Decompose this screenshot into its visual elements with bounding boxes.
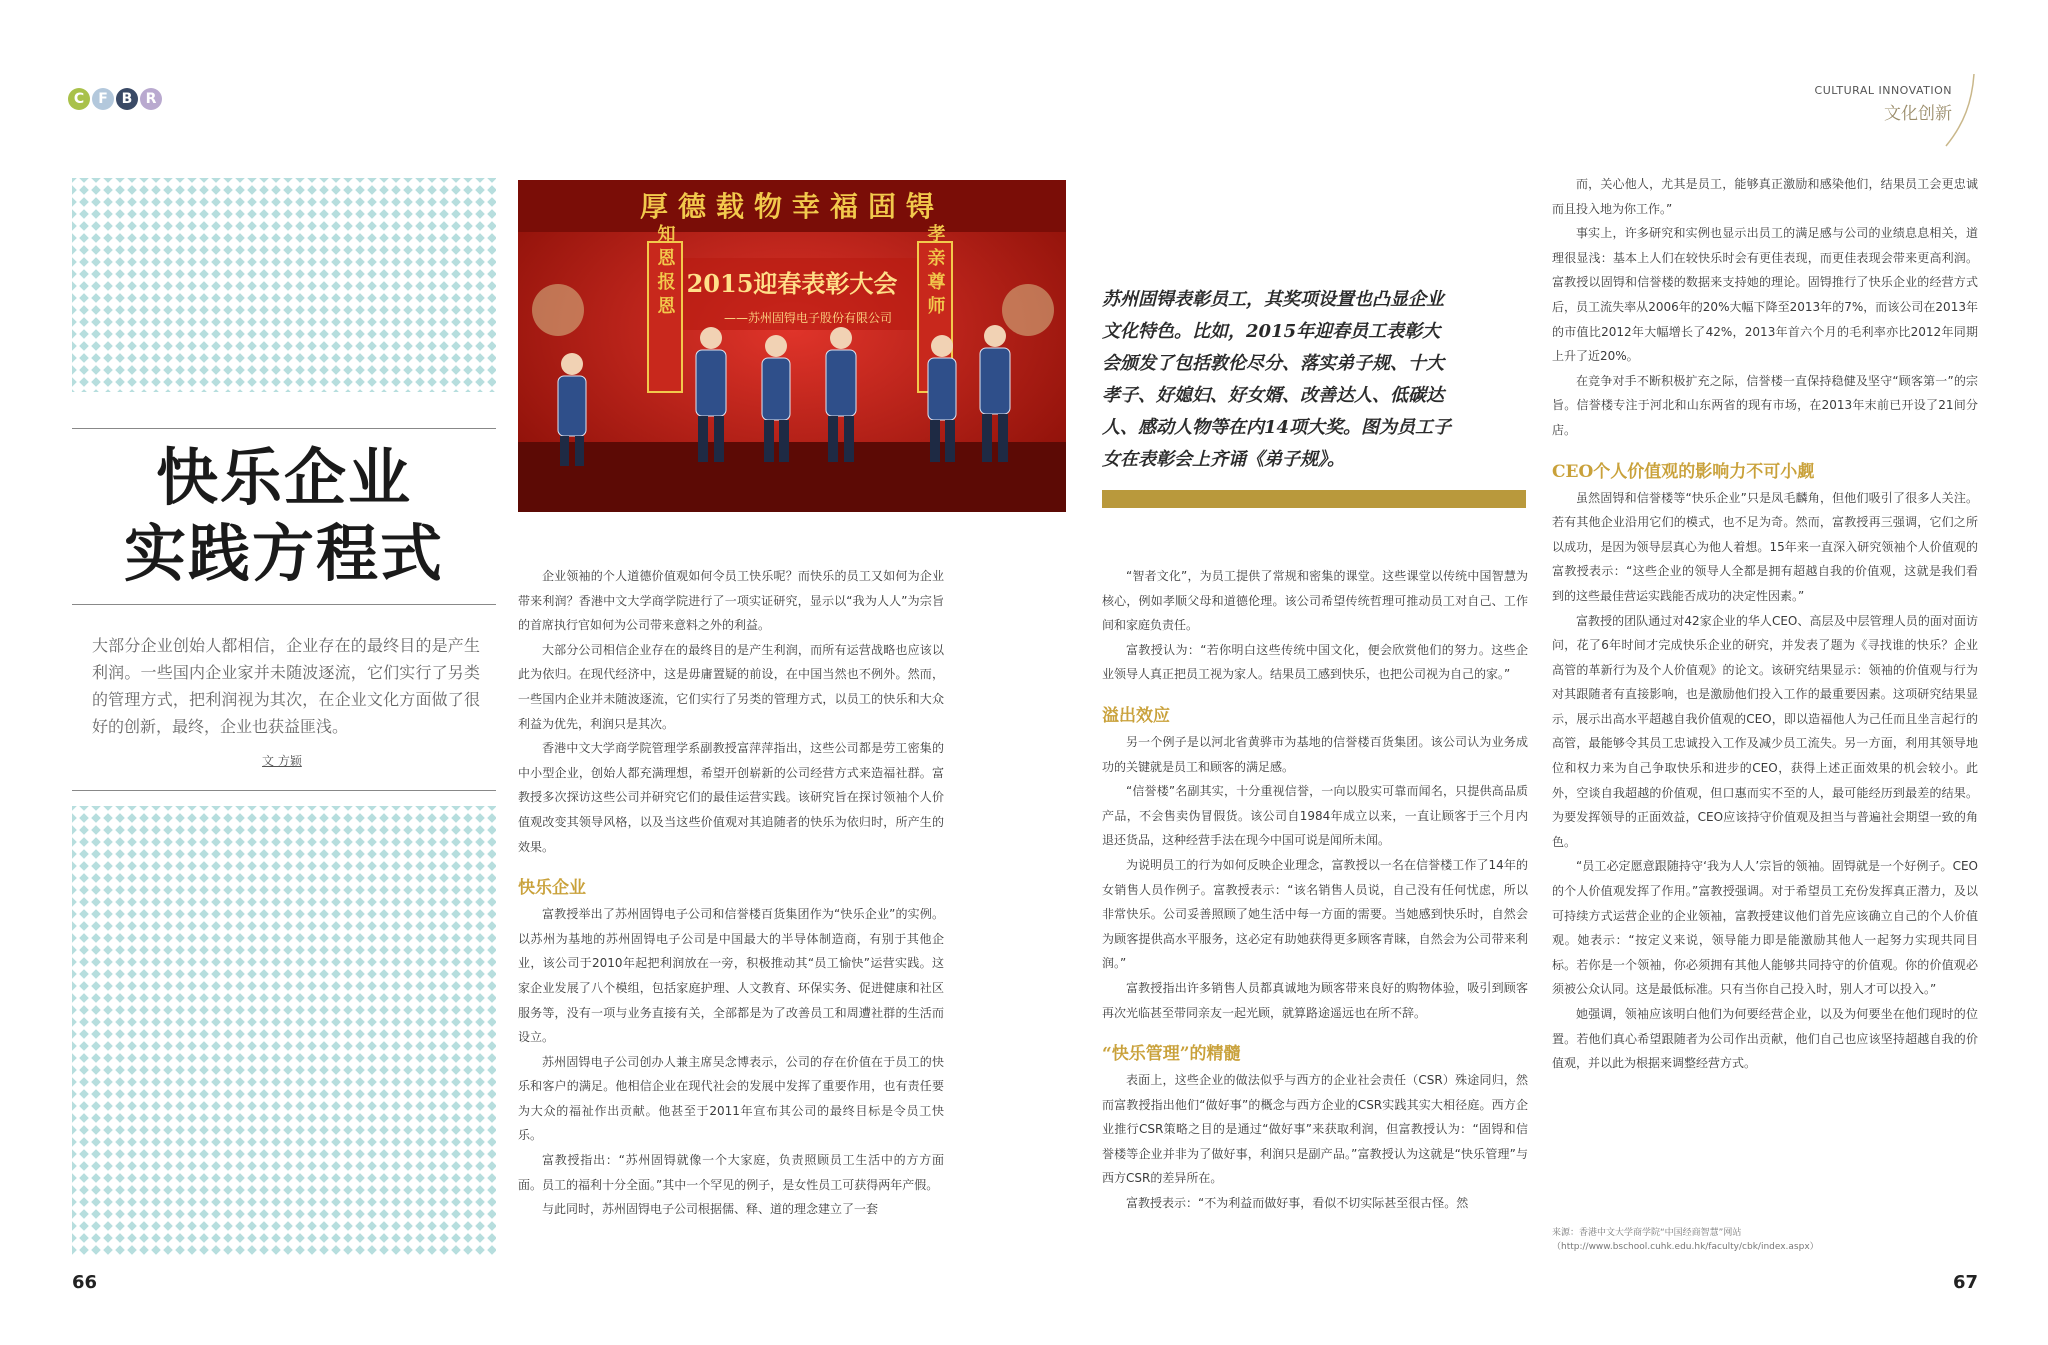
section-title-zh: 文化创新 — [1884, 104, 1952, 124]
paragraph: 苏州固锝电子公司创办人兼主席吴念博表示，公司的存在价值在于员工的快乐和客户的满足。他相信企业在现代社会的发展中发挥了重要作用，也有责任要为大众的福祉作出贡献。他甚至于2011年宣布其公司的最终目标是令员工快乐。 — [518, 1054, 944, 1143]
banner-sub-text: ——苏州固锝电子股份有限公司 — [723, 311, 893, 325]
article-column-2 — [1102, 564, 1528, 1216]
article-author: 文 方颖 — [262, 754, 302, 768]
article-title — [72, 440, 496, 592]
logo-letter-b: B — [116, 88, 138, 110]
article-column-3 — [1552, 172, 1978, 1076]
paragraph: “信誉楼”名副其实，十分重视信誉，一向以股实可靠而闻名，只提供高品质产品，不会售卖伪冒假货。该公司自1984年成立以来，一直让顾客于三个月内退还货品，这种经营手法在现今中国可说是闻所未闻。 — [1102, 784, 1528, 848]
article-title-line-2: 实践方程式 — [123, 517, 444, 590]
chevron-pattern-top — [72, 178, 496, 392]
stage-photo-illustration — [518, 180, 1066, 512]
section-heading: CEO个人价值观的影响力不可小觑 — [1552, 461, 1815, 482]
paragraph: 而，关心他人，尤其是员工，能够真正激励和感染他们，结果员工会更忠诚而且投入地为你工作。” — [1552, 177, 1978, 216]
section-heading: “快乐管理”的精髓 — [1102, 1044, 1241, 1065]
section-heading: 快乐企业 — [518, 878, 586, 899]
paragraph: 表面上，这些企业的做法似乎与西方的企业社会责任（CSR）殊途同归，然而富教授指出他们“做好事”的概念与西方企业的CSR实践其实大相径庭。西方企业推行CSR策略之目的是通过“做好事”来获取利润，但富教授认为：“固锝和信誉楼等企业并非为了做好事，利润只是副产品。”富教授认为这就是“快乐管理”与西方CSR的差异所在。 — [1102, 1073, 1528, 1186]
banner-title-text: 2015迎春表彰大会 — [686, 269, 898, 298]
event-photo — [518, 180, 1066, 512]
paragraph: 虽然固锝和信誉楼等“快乐企业”只是凤毛麟角，但他们吸引了很多人关注。若有其他企业沿用它们的模式，也不足为奇。然而，富教授再三强调，它们之所以成功，是因为领导层真心为他人着想。15年来一直深入研究领袖个人价值观的富教授表示：“这些企业的领导人全都是拥有超越自我的价值观，这就是我们看到的这些最佳营运实践能否成功的决定性因素。” — [1552, 490, 1978, 603]
paragraph: 大部分公司相信企业存在的最终目的是产生利润，而所有运营战略也应该以此为依归。在现代经济中，这是毋庸置疑的前设，在中国当然也不例外。然而，一些国内企业并未随波逐流，它们实行了另类的管理方式，以员工的快乐和大众利益为优先，利润只是其次。 — [518, 642, 944, 731]
divider — [72, 604, 496, 605]
paragraph: 企业领袖的个人道德价值观如何令员工快乐呢？而快乐的员工又如何为企业带来利润？香港中文大学商学院进行了一项实证研究，显示以“我为人人”为宗旨的首席执行官如何为公司带来意料之外的利益。 — [518, 569, 944, 633]
source-line-1: 来源：香港中文大学商学院“中国经商智慧”网站 — [1552, 1228, 1742, 1238]
left-scroll-text: 知恩报恩 — [654, 224, 676, 320]
paragraph: 为说明员工的行为如何反映企业理念，富教授以一名在信誉楼工作了14年的女销售人员作例子。富教授表示：“该名销售人员说，自己没有任何忧虑，所以非常快乐。公司妥善照顾了她生活中每一方面的需要。当她感到快乐时，自然会为顾客提供高水平服务，这必定有助她获得更多顾客青睐，自然会为公司带来利润。” — [1102, 857, 1528, 971]
article-column-1 — [518, 564, 944, 1222]
divider — [72, 428, 496, 429]
magazine-logo — [68, 88, 162, 110]
source-url[interactable]: （http://www.bschool.cuhk.edu.hk/faculty/cbk/index.aspx） — [1552, 1242, 1819, 1252]
paragraph: 富教授的团队通过对42家企业的华人CEO、高层及中层管理人员的面对面访问，花了6年时间才完成快乐企业的研究，并发表了题为《寻找谁的快乐？企业高管的革新行为及个人价值观》的论文。该研究结果显示：领袖的价值观与行为对其跟随者有直接影响，也是激励他们投入工作的最重要因素。这项研究结果显示，展示出高水平超越自我价值观的CEO，即以造福他人为己任而且坐言起行的高管，最能够令其员工忠诚投入工作及减少员工流失。另一方面，利用其领导地位和权力来为自己争取快乐和进步的CEO，获得上述正面效果的机会较小。此外，空谈自我超越的价值观，但口惠而实不至的人，最可能经历到最差的结果。为要发挥领导的正面效益，CEO应该持守价值观及担当与普遍社会期望一致的角色。 — [1552, 613, 1978, 849]
paragraph: 香港中文大学商学院管理学系副教授富萍萍指出，这些公司都是劳工密集的中小型企业，创始人都充满理想，希望开创崭新的公司经营方式来造福社群。富教授多次探访这些公司并研究它们的最佳运营实践。该研究旨在探讨领袖个人价值观改变其领导风格，以及当这些价值观对其追随者的快乐为依归时，所产生的效果。 — [518, 741, 944, 854]
chevron-pattern-bottom — [72, 806, 496, 1256]
logo-letter-c: C — [68, 88, 90, 110]
paragraph: “智者文化”，为员工提供了常规和密集的课堂。这些课堂以传统中国智慧为核心，例如孝顺父母和道德伦理。该公司希望传统哲理可推动员工对自己、工作间和家庭负责任。 — [1102, 569, 1528, 633]
logo-letter-f: F — [92, 88, 114, 110]
section-header — [1815, 84, 1952, 124]
paragraph: “员工必定愿意跟随持守‘我为人人’宗旨的领袖。固锝就是一个好例子。CEO的个人价值观发挥了作用。”富教授强调。对于希望员工充份发挥真正潜力，及以可持续方式运营企业的企业领袖，富教授建议他们首先应该确立自己的个人价值观。她表示：“按定义来说，领导能力即是能激励其他人一起努力实现共同目标。若你是一个领袖，你必须拥有其他人能够共同持守的价值观。你的价值观必须被公众认同。这是最低标准。只有当你自己投入时，别人才可以投入。” — [1552, 859, 1978, 997]
divider — [72, 790, 496, 791]
source-note — [1552, 1226, 1819, 1254]
gold-accent-bar — [1102, 490, 1526, 508]
paragraph: 事实上，许多研究和实例也显示出员工的满足感与公司的业绩息息相关，道理很显浅：基本上人们在较快乐时会有更佳表现，而更佳表现会带来更高利润。富教授以固锝和信誉楼的数据来支持她的理论。固锝推行了快乐企业的经营方式后，员工流失率从2006年的20%大幅下降至2013年的7%，而该公司在2013年的市值比2012年大幅增长了42%，2013年首六个月的毛利率亦比2012年同期上升了近20%。 — [1552, 226, 1978, 364]
section-heading: 溢出效应 — [1102, 705, 1170, 726]
paragraph: 与此同时，苏州固锝电子公司根据儒、释、道的理念建立了一套 — [542, 1202, 879, 1217]
paragraph: 在竞争对手不断积极扩充之际，信誉楼一直保持稳健及坚守“顾客第一”的宗旨。信誉楼专注于河北和山东两省的现有市场，在2013年末前已开设了21间分店。 — [1552, 373, 1978, 437]
section-title-en: CULTURAL INNOVATION — [1814, 84, 1952, 97]
page-number-left: 66 — [72, 1272, 98, 1293]
paragraph: 富教授认为：“若你明白这些传统中国文化，便会欣赏他们的努力。这些企业领导人真正把员工视为家人。结果员工感到快乐，也把公司视为自己的家。” — [1102, 642, 1528, 682]
article-title-line-1: 快乐企业 — [155, 441, 412, 514]
paragraph: 富教授举出了苏州固锝电子公司和信誉楼百货集团作为“快乐企业”的实例。以苏州为基地的苏州固锝电子公司是中国最大的半导体制造商，有别于其他企业，该公司于2010年起把利润放在一旁，积极推动其“员工愉快”运营实践。这家企业发展了八个模组，包括家庭护理、人文教育、环保实务、促进健康和社区服务等，没有一项与业务直接有关，全部都是为了改善员工和周遭社群的生活而设立。 — [518, 907, 944, 1045]
banner-top-text: 厚德载物幸福固锝 — [639, 190, 945, 223]
photo-caption-quote: 苏州固锝表彰员工，其奖项设置也凸显企业文化特色。比如，2015年迎春员工表彰大会颁发了包括敦伦尽分、落实弟子规、十大孝子、好媳妇、好女婿、改善达人、低碳达人、感动人物等在内14项大奖。图为员工子女在表彰会上齐诵《弟子规》。 — [1102, 289, 1452, 470]
paragraph: 另一个例子是以河北省黄骅市为基地的信誉楼百货集团。该公司认为业务成功的关键就是员工和顾客的满足感。 — [1102, 734, 1528, 774]
paragraph: 富教授表示：“不为利益而做好事，看似不切实际甚至很古怪。然 — [1126, 1196, 1469, 1211]
paragraph: 富教授指出许多销售人员都真诚地为顾客带来良好的购物体验，吸引到顾客再次光临甚至带同亲友一起光顾，就算路途遥远也在所不辞。 — [1102, 980, 1528, 1020]
logo-letter-r: R — [140, 88, 162, 110]
page-number-right: 67 — [1952, 1272, 1978, 1293]
article-lead: 大部分企业创始人都相信，企业存在的最终目的是产生利润。一些国内企业家并未随波逐流，它们实行了另类的管理方式，把利润视为其次，在企业文化方面做了很好的创新，最终，企业也获益匪浅。 — [92, 636, 480, 736]
paragraph: 富教授指出：“苏州固锝就像一个大家庭，负责照顾员工生活中的方方面面。员工的福利十分全面。”其中一个罕见的例子，是女性员工可获得两年产假。 — [518, 1153, 944, 1192]
right-scroll-text: 孝亲尊师 — [924, 224, 946, 320]
header-curve-ornament — [1944, 72, 1978, 148]
paragraph: 她强调，领袖应该明白他们为何要经营企业，以及为何要坐在他们现时的位置。若他们真心希望跟随者为公司作出贡献，他们自己也应该坚持超越自我的价值观，并以此为根据来调整经营方式。 — [1552, 1007, 1978, 1071]
